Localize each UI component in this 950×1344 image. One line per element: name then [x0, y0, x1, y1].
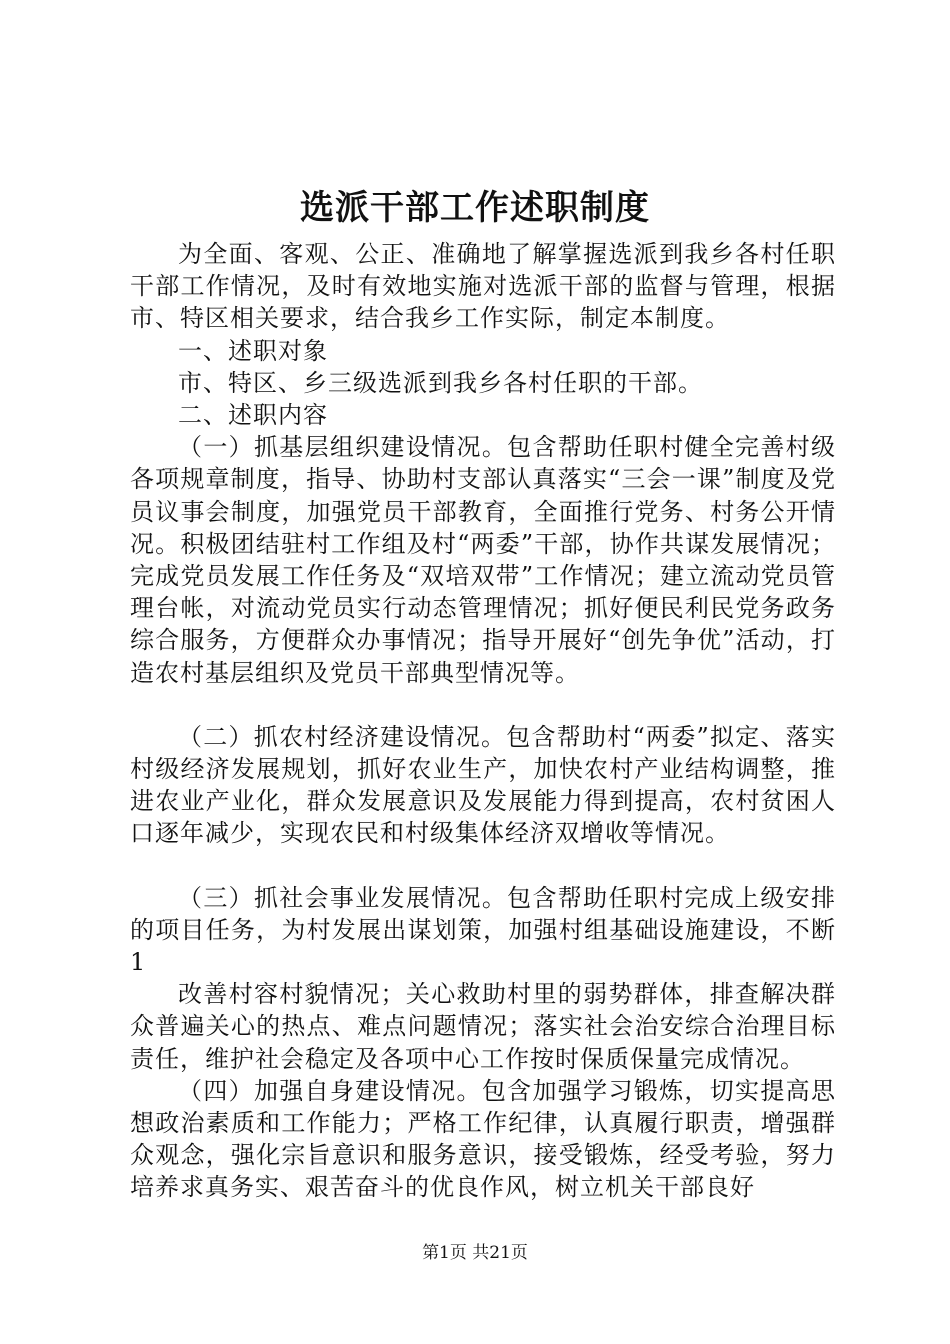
section-heading-target: 一、述职对象 — [178, 336, 328, 365]
content-item-4: （四）加强自身建设情况。包含加强学习锻炼，切实提高思想政治素质和工作能力；严格工作纪律，认真履行职责，增强群众观念，强化宗旨意识和服务意识，接受锻炼，经受考验，努力培养求真务实、艰苦奋斗的优良作风，树立机关干部良好 — [130, 1076, 836, 1202]
content-item-2: （二）抓农村经济建设情况。包含帮助村“两委”拟定、落实村级经济发展规划，抓好农业生产，加快农村产业结构调整，推进农业产业化，群众发展意识及发展能力得到提高，农村贫困人口逐年减少，实现农民和村级集体经济双增收等情况。 — [130, 722, 836, 848]
content-item-3-continued: 改善村容村貌情况；关心救助村里的弱势群体，排查解决群众普遍关心的热点、难点问题情况；落实社会治安综合治理目标责任，维护社会稳定及各项中心工作按时保质保量完成情况。 — [130, 980, 836, 1073]
page-footer: 第1页 共21页 — [422, 1243, 528, 1263]
target-paragraph: 市、特区、乡三级选派到我乡各村任职的干部。 — [178, 368, 703, 397]
intro-paragraph: 为全面、客观、公正、准确地了解掌握选派到我乡各村任职干部工作情况，及时有效地实施对选派干部的监督与管理，根据市、特区相关要求，结合我乡工作实际，制定本制度。 — [130, 240, 836, 333]
content-item-1: （一）抓基层组织建设情况。包含帮助任职村健全完善村级各项规章制度，指导、协助村支部认真落实“三会一课”制度及党员议事会制度，加强党员干部教育，全面推行党务、村务公开情况。积极团结驻村工作组及村“两委”干部，协作共谋发展情况；完成党员发展工作任务及“双培双带”工作情况；建立流动党员管理台帐，对流动党员实行动态管理情况；抓好便民利民党务政务综合服务，方便群众办事情况；指导开展好“创先争优”活动，打造农村基层组织及党员干部典型情况等。 — [130, 433, 836, 687]
document-title: 选派干部工作述职制度 — [300, 188, 650, 228]
document-body — [130, 238, 836, 1204]
content-item-3: （三）抓社会事业发展情况。包含帮助任职村完成上级安排的项目任务，为村发展出谋划策，加强村组基础设施建设，不断1 — [130, 883, 836, 977]
section-heading-content: 二、述职内容 — [178, 401, 328, 430]
